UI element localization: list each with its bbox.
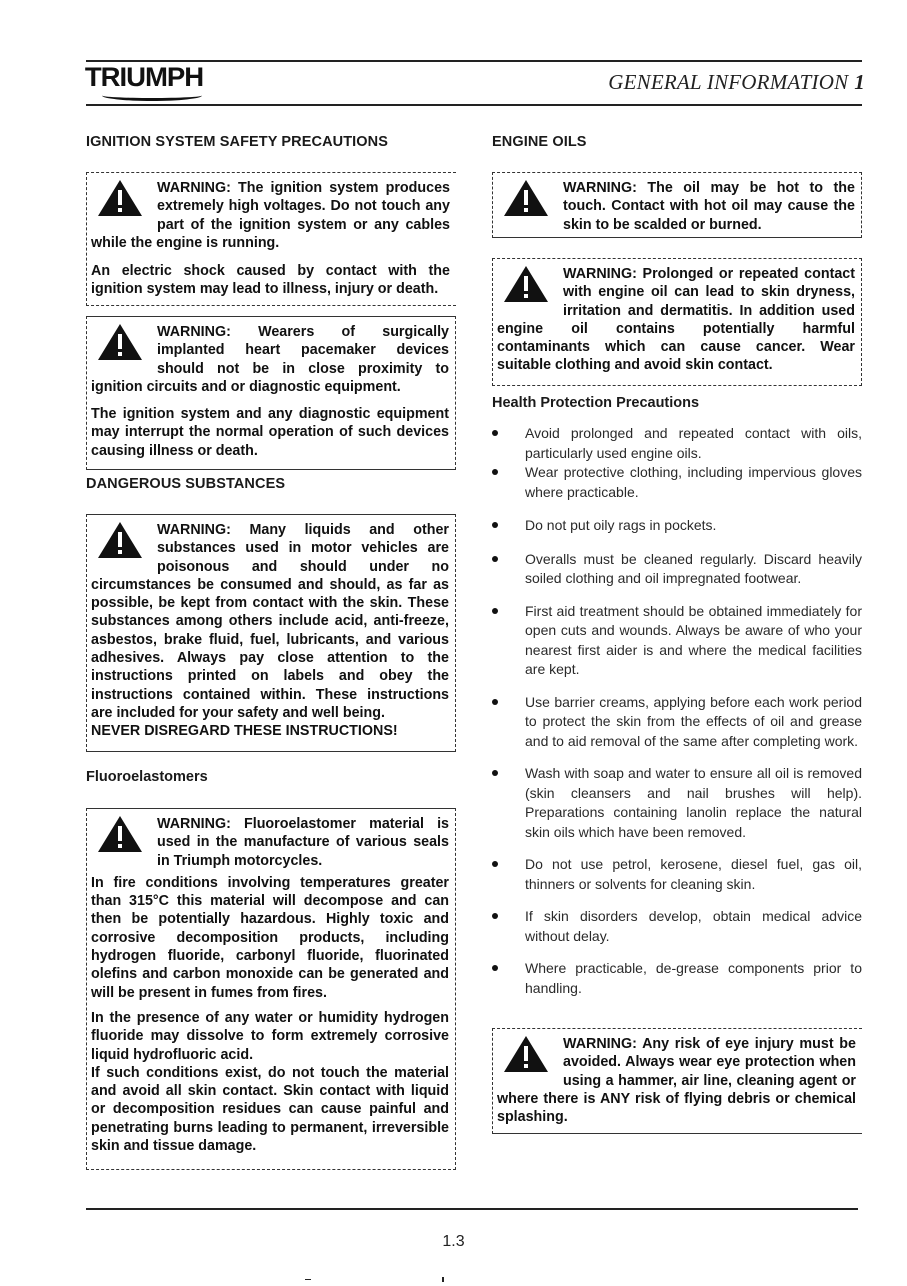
triumph-logo: TRIUMPH: [84, 62, 204, 92]
section-title: [608, 70, 865, 95]
header-bottom-rule: [86, 104, 862, 106]
warning-box-eye-injury: [492, 1028, 862, 1134]
warning-text-fire: In fire conditions involving temperatures greater than 315°C this material will decompose and can then be potentially hazardous. Highly toxic and corrosive decomposition products, including hydrogen fluoride, carbonyl fluoride, fluorinated olefins and carbon monoxide can be generated and will be present in fumes from fires.: [91, 874, 449, 1001]
warning-box-fluoroelastomers: [86, 808, 456, 1170]
list-item: First aid treatment should be obtained immediately for open cuts and wounds. Always be aware of who your nearest first aider is and where the medical facilities are kept.: [492, 602, 862, 680]
warning-triangle-icon: [91, 521, 153, 561]
warning-box-dangerous-substances: [86, 514, 456, 752]
warning-triangle-icon: [91, 179, 153, 219]
bullet-icon: [492, 913, 498, 919]
warning-triangle-icon: [497, 1035, 559, 1075]
list-item: Overalls must be cleaned regularly. Discard heavily soiled clothing and oil impregnated footwear.: [492, 550, 862, 589]
list-item: Wash with soap and water to ensure all oil is removed (skin cleansers and nail brushes will help). Preparations containing lanolin replace the natural skin oils which have been removed.: [492, 764, 862, 842]
warning-text: WARNING: Fluoroelastomer material is used in the manufacture of various seals in Triumph motorcycles.: [157, 816, 449, 869]
warning-text: WARNING: The oil may be hot to the touch. Contact with hot oil may cause the skin to be scalded or burned.: [563, 180, 855, 233]
bullet-icon: [492, 556, 498, 562]
list-item: Wear protective clothing, including impervious gloves where practicable.: [492, 463, 862, 502]
scan-artifact: [442, 1277, 444, 1282]
warning-triangle-icon: [497, 179, 559, 219]
logo-swoosh: [102, 90, 202, 101]
warning-triangle-icon: [497, 265, 559, 305]
warning-text: WARNING: The ignition system produces extremely high voltages. Do not touch any part of the ignition system or any cables while the engine is running.: [91, 180, 450, 251]
list-item: Avoid prolonged and repeated contact with oils, particularly used engine oils.: [492, 424, 862, 463]
bullet-icon: [492, 965, 498, 971]
warning-text: WARNING: Prolonged or repeated contact with engine oil can lead to skin dryness, irritation and dermatitis. In addition used engine oil contains potentially harmful contaminants which can cause cancer. Wear suitable clothing and avoid skin contact.: [497, 266, 855, 374]
warning-text-contact: If such conditions exist, do not touch the material and avoid all skin contact. Skin contact with liquid or decomposition residues can cause painful and penetrating burns leading to permanent, irreversible skin and tissue damage.: [91, 1064, 449, 1155]
chapter-number: 1: [854, 70, 865, 94]
warning-text: WARNING: Wearers of surgically implanted heart pacemaker devices should not be in close proximity to ignition circuits and or diagnostic equipment.: [91, 324, 449, 395]
scan-artifact: [305, 1279, 311, 1280]
warning-text: WARNING: Any risk of eye injury must be avoided. Always wear eye protection when using a hammer, air line, cleaning agent or where there is ANY risk of flying debris or chemical splashing.: [497, 1036, 856, 1126]
bullet-icon: [492, 608, 498, 614]
warning-box-hot-oil: [492, 172, 862, 238]
heading-health-protection: Health Protection Precautions: [492, 395, 700, 411]
list-item: If skin disorders develop, obtain medical advice without delay.: [492, 907, 862, 946]
warning-box-prolonged-contact: [492, 258, 862, 386]
list-item: Do not put oily rags in pockets.: [492, 516, 862, 536]
bullet-icon: [492, 522, 498, 528]
warning-box-ignition-voltage: [86, 172, 456, 306]
footer-rule: [86, 1208, 858, 1210]
heading-ignition: IGNITION SYSTEM SAFETY PRECAUTIONS: [86, 134, 389, 150]
page-number: 1.3: [442, 1233, 465, 1250]
bullet-icon: [492, 430, 498, 436]
bullet-icon: [492, 469, 498, 475]
warning-text-secondary: The ignition system and any diagnostic equipment may interrupt the normal operation of such devices causing illness or death.: [91, 406, 449, 459]
heading-fluoroelastomers: Fluoroelastomers: [86, 769, 208, 785]
list-item: Use barrier creams, applying before each work period to protect the skin from the effects of oil and grease and to aid removal of the same after completing work.: [492, 693, 862, 752]
warning-emphasis: NEVER DISREGARD THESE INSTRUCTIONS!: [91, 723, 398, 740]
warning-text-secondary: An electric shock caused by contact with the ignition system may lead to illness, injury or death.: [91, 263, 450, 298]
bullet-icon: [492, 699, 498, 705]
heading-dangerous-substances: DANGEROUS SUBSTANCES: [86, 476, 286, 492]
warning-triangle-icon: [91, 815, 153, 855]
section-title-text: GENERAL INFORMATION: [608, 70, 849, 94]
list-item: Do not use petrol, kerosene, diesel fuel, gas oil, thinners or solvents for cleaning skin.: [492, 855, 862, 894]
warning-box-pacemaker: [86, 316, 456, 470]
list-item: Where practicable, de-grease components prior to handling.: [492, 959, 862, 998]
warning-text-humidity: In the presence of any water or humidity hydrogen fluoride may dissolve to form extremely corrosive liquid hydrofluoric acid.: [91, 1009, 449, 1063]
health-precautions-list: [492, 424, 862, 998]
bullet-icon: [492, 770, 498, 776]
warning-triangle-icon: [91, 323, 153, 363]
bullet-icon: [492, 861, 498, 867]
warning-text: WARNING: Many liquids and other substances used in motor vehicles are poisonous and should under no circumstances be consumed and should, as far as possible, be kept from contact with the skin. These substances among others include acid, anti-freeze, asbestos, brake fluid, fuel, lubricants, and various adhesives. Always pay close attention to the instructions printed on labels and obey the instructions contained within. These instructions are included for your safety and well being.: [91, 522, 449, 721]
heading-engine-oils: ENGINE OILS: [492, 134, 587, 150]
